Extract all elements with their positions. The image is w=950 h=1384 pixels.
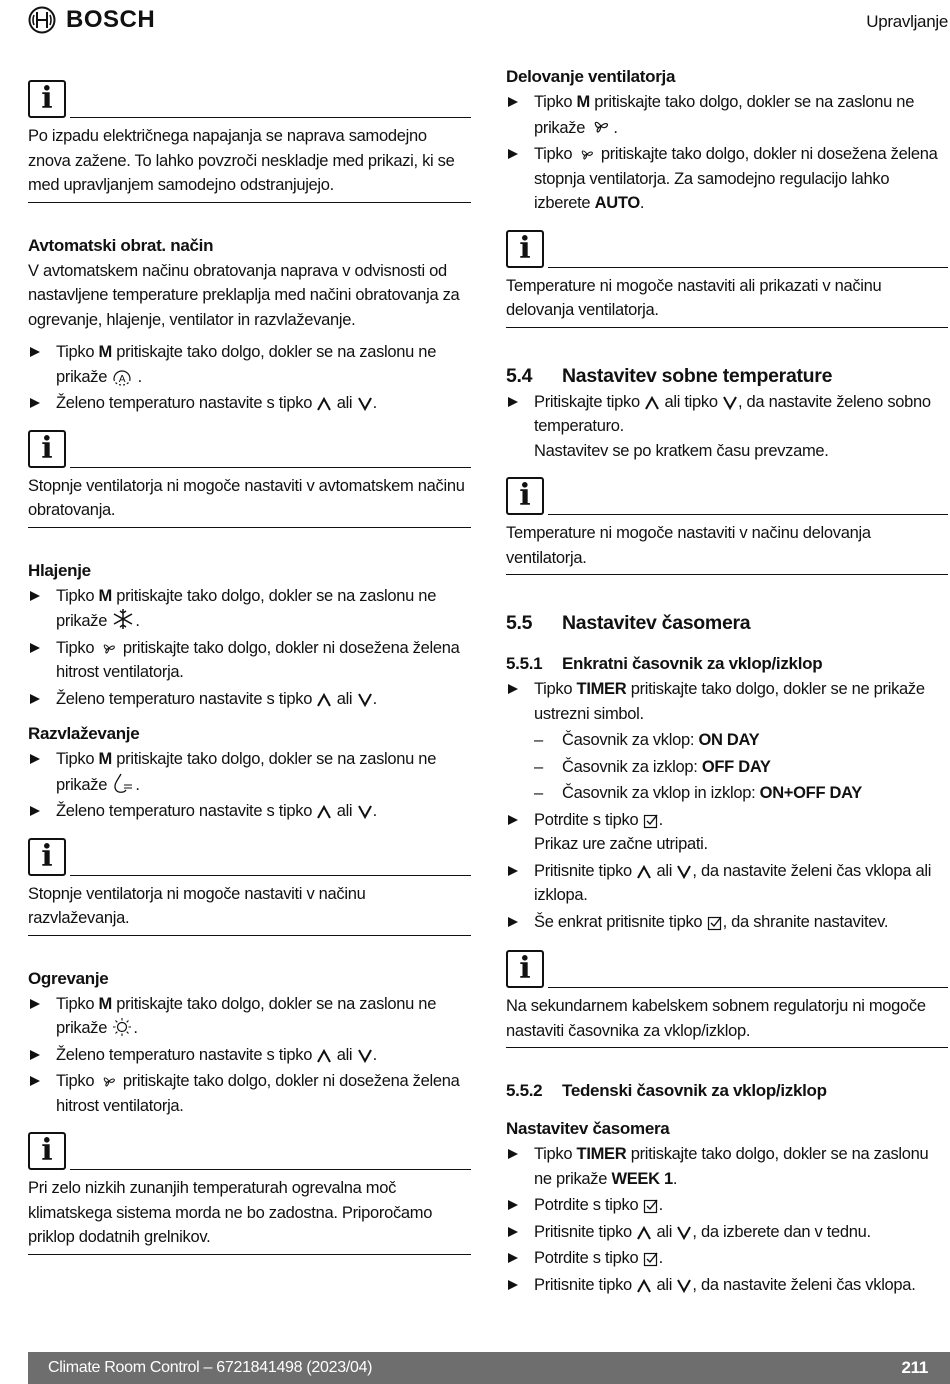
info-note — [28, 1128, 471, 1255]
single-timer-steps-2 — [506, 808, 948, 935]
note-text: Na sekundarnem kabelskem sobnem regulatorju ni mogoče nastaviti časovnika za vklop/izklop. — [506, 994, 948, 1048]
list-item: Tipko M pritiskajte tako dolgo, dokler se na zaslonu ne prikaže A . — [28, 340, 471, 389]
timer-setting-heading: Nastavitev časomera — [506, 1119, 670, 1138]
list-item: Želeno temperaturo nastavite s tipko ali . — [28, 799, 471, 824]
list-item: Tipko pritiskajte tako dolgo, dokler ni dosežena želena hitrost ventilatorja. — [28, 636, 471, 685]
auto-mode-steps — [28, 340, 471, 416]
droplet-icon — [111, 772, 135, 794]
room-temp-steps — [506, 390, 948, 464]
left-column — [28, 76, 471, 1255]
info-note — [506, 946, 948, 1048]
list-item: Tipko TIMER pritiskajte tako dolgo, dokler se ne prikaže ustrezni simbol. — [506, 677, 948, 726]
single-timer-steps — [506, 677, 948, 726]
note-text: Temperature ni mogoče nastaviti v načinu delovanja ventilatorja. — [506, 521, 948, 575]
arrow-up-icon — [316, 396, 332, 412]
heating-heading: Ogrevanje — [28, 968, 109, 988]
heating-steps — [28, 992, 471, 1119]
cooling-heading: Hlajenje — [28, 560, 91, 580]
section-5-5-heading: 5.5 Nastavitev časomera — [506, 612, 751, 634]
auto-mode-heading: Avtomatski obrat. način — [28, 235, 214, 255]
info-icon: i — [506, 230, 544, 268]
arrow-up-icon — [636, 864, 652, 880]
list-item: – Časovnik za izklop: OFF DAY — [506, 755, 948, 780]
arrow-down-icon — [676, 1225, 692, 1241]
cooling-steps — [28, 584, 471, 712]
fan-icon — [577, 145, 597, 163]
checkbox-icon — [643, 1198, 659, 1214]
brand-name: BOSCH — [66, 5, 156, 33]
section-5-4-heading: 5.4 Nastavitev sobne temperature — [506, 364, 833, 387]
note-text: Pri zelo nizkih zunanjih temperaturah ogrevalna moč klimatskega sistema morda ne bo zadostna. Priporočamo priklop dodatnih grelnikov. — [28, 1176, 471, 1255]
right-column — [506, 64, 948, 1299]
arrow-up-icon — [636, 1225, 652, 1241]
document-id: Climate Room Control – 6721841498 (2023/04) — [48, 1358, 373, 1376]
fan-mode-steps — [506, 90, 948, 216]
list-item: Pritisnite tipko ali , da izberete dan v tednu. — [506, 1220, 948, 1245]
auto-mode-intro: V avtomatskem načinu obratovanja naprava v odvisnosti od nastavljene temperature preklaplja med načini obratovanja za ogrevanje, hlajenje, ventilator in razvlaževanje. — [28, 261, 460, 329]
list-item: Tipko M pritiskajte tako dolgo, dokler se na zaslonu ne prikaže . — [28, 584, 471, 634]
arrow-up-icon — [316, 1048, 332, 1064]
info-icon: i — [506, 477, 544, 515]
info-icon: i — [28, 430, 66, 468]
dehumidify-heading: Razvlaževanje — [28, 724, 140, 743]
arrow-up-icon — [636, 1278, 652, 1294]
section-heading: Upravljanje — [866, 12, 948, 31]
info-icon: i — [28, 80, 66, 118]
list-item: Pritiskajte tipko ali tipko , da nastavite želeno sobno temperaturo. Nastavitev se po kratkem času prevzame. — [506, 390, 948, 464]
arrow-up-icon — [316, 804, 332, 820]
list-item: Pritisnite tipko ali , da nastavite želeni čas vklopa ali izklopa. — [506, 859, 948, 908]
list-item: Tipko pritiskajte tako dolgo, dokler ni dosežena želena hitrost ventilatorja. — [28, 1069, 471, 1118]
list-item: Tipko M pritiskajte tako dolgo, dokler se na zaslonu ne prikaže . — [506, 90, 948, 140]
page-footer — [28, 1352, 950, 1384]
note-text: Stopnje ventilatorja ni mogoče nastaviti v načinu razvlaževanja. — [28, 882, 471, 936]
bosch-armature-icon — [28, 6, 56, 34]
arrow-down-icon — [676, 864, 692, 880]
arrow-down-icon — [722, 395, 738, 411]
timer-options — [506, 728, 948, 806]
fan-icon — [589, 115, 613, 137]
sun-icon — [111, 1017, 133, 1037]
arrow-down-icon — [357, 804, 373, 820]
info-icon: i — [28, 1132, 66, 1170]
info-icon: i — [28, 838, 66, 876]
note-text: Po izpadu električnega napajanja se naprava samodejno znova zažene. To lahko povzroči neskladje med prikazi, ki se med upravljanjem samodejno odstranjujejo. — [28, 124, 471, 203]
bosch-logo — [28, 6, 155, 34]
list-item: Želeno temperaturo nastavite s tipko ali . — [28, 1043, 471, 1068]
checkbox-icon — [643, 1251, 659, 1267]
section-5-5-1-heading: 5.5.1 Enkratni časovnik za vklop/izklop — [506, 654, 823, 673]
arrow-down-icon — [357, 396, 373, 412]
auto-mode-icon — [111, 366, 133, 386]
svg-text:A: A — [119, 373, 126, 385]
list-item: Potrdite s tipko . — [506, 1246, 948, 1271]
list-item: Tipko pritiskajte tako dolgo, dokler ni dosežena želena stopnja ventilatorja. Za samodejno regulacijo lahko izberete AUTO. — [506, 142, 948, 216]
note-text: Stopnje ventilatorja ni mogoče nastaviti v avtomatskem načinu obratovanja. — [28, 474, 471, 528]
list-item: Tipko M pritiskajte tako dolgo, dokler se na zaslonu ne prikaže . — [28, 992, 471, 1041]
info-note — [28, 834, 471, 936]
arrow-up-icon — [644, 395, 660, 411]
note-text: Temperature ni mogoče nastaviti ali prikazati v načinu delovanja ventilatorja. — [506, 274, 948, 328]
checkbox-icon — [707, 915, 723, 931]
list-item: Želeno temperaturo nastavite s tipko ali . — [28, 391, 471, 416]
info-note — [506, 473, 948, 575]
list-item: Tipko M pritiskajte tako dolgo, dokler se na zaslonu ne prikaže . — [28, 747, 471, 797]
arrow-up-icon — [316, 692, 332, 708]
list-item: Želeno temperaturo nastavite s tipko ali . — [28, 687, 471, 712]
list-item: Tipko TIMER pritiskajte tako dolgo, dokler se na zaslonu ne prikaže WEEK 1. — [506, 1142, 948, 1191]
info-note — [28, 426, 471, 528]
checkbox-icon — [643, 813, 659, 829]
page-number: 211 — [901, 1357, 928, 1377]
fan-mode-heading: Delovanje ventilatorja — [506, 67, 676, 86]
list-item: Pritisnite tipko ali , da nastavite želeni čas vklopa. — [506, 1273, 948, 1298]
arrow-down-icon — [676, 1278, 692, 1294]
dehumidify-steps — [28, 747, 471, 824]
info-icon: i — [506, 950, 544, 988]
fan-icon — [99, 639, 119, 657]
weekly-timer-steps — [506, 1142, 948, 1297]
list-item: – Časovnik za vklop: ON DAY — [506, 728, 948, 753]
info-note — [506, 226, 948, 328]
arrow-down-icon — [357, 692, 373, 708]
list-item: Potrdite s tipko . — [506, 1193, 948, 1218]
fan-icon — [99, 1072, 119, 1090]
section-5-5-2-heading: 5.5.2 Tedenski časovnik za vklop/izklop — [506, 1081, 827, 1100]
list-item: Potrdite s tipko . Prikaz ure začne utripati. — [506, 808, 948, 857]
list-item: – Časovnik za vklop in izklop: ON+OFF DAY — [506, 781, 948, 806]
snowflake-icon — [111, 608, 135, 630]
info-note — [28, 76, 471, 203]
list-item: Še enkrat pritisnite tipko , da shranite nastavitev. — [506, 910, 948, 935]
arrow-down-icon — [357, 1048, 373, 1064]
